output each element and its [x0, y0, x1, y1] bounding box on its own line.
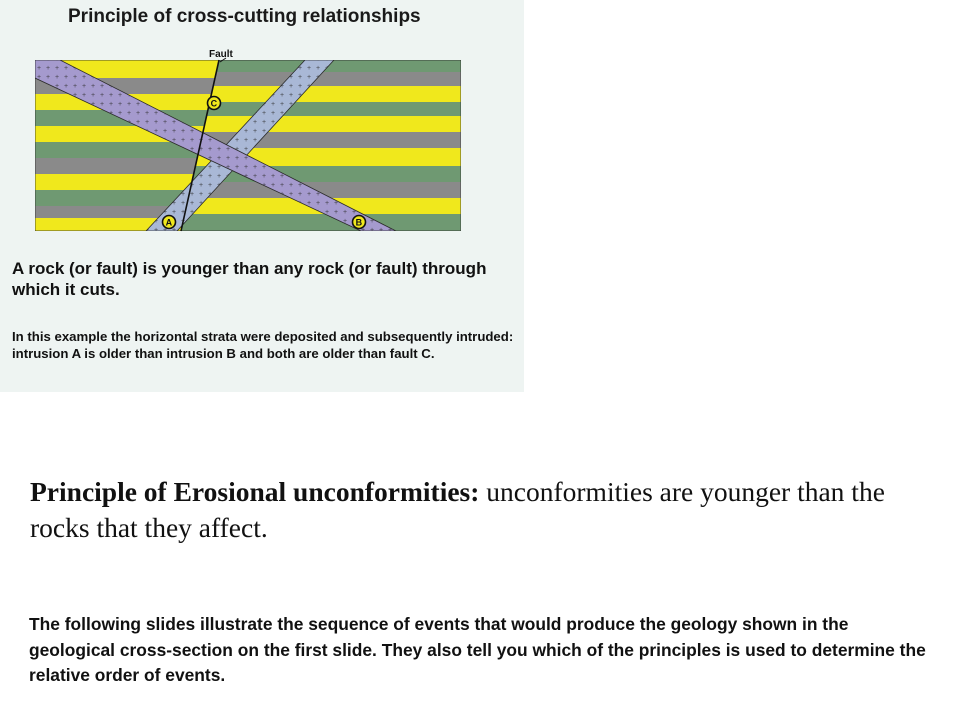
example-explanation: In this example the horizontal strata were deposited and subsequently intruded: intrusion A is older than intrusion B and both are older than fault C. — [12, 329, 514, 361]
panel-title: Principle of cross-cutting relationships — [68, 6, 421, 27]
marker-c — [208, 97, 221, 110]
fault-label: Fault — [209, 49, 233, 60]
erosion-lead: Principle of Erosional unconformities: — [30, 476, 480, 507]
marker-b — [353, 216, 366, 229]
marker-a — [163, 216, 176, 229]
erosion-rest: unconformities are younger than the rocks that they affect. — [30, 476, 885, 543]
marker-c-label: C — [210, 98, 218, 109]
marker-a-label: A — [165, 217, 173, 228]
cross-cutting-panel — [0, 0, 524, 392]
marker-b-label: B — [355, 217, 363, 228]
following-slides-text: The following slides illustrate the sequence of events that would produce the geology shown in the geological cross-section on the first slide. They also tell you which of the principles is used to determine the relative order of events. — [29, 614, 926, 685]
erosional-unconformity-text — [30, 474, 930, 546]
principle-statement: A rock (or fault) is younger than any rock (or fault) through which it cuts. — [12, 259, 487, 299]
